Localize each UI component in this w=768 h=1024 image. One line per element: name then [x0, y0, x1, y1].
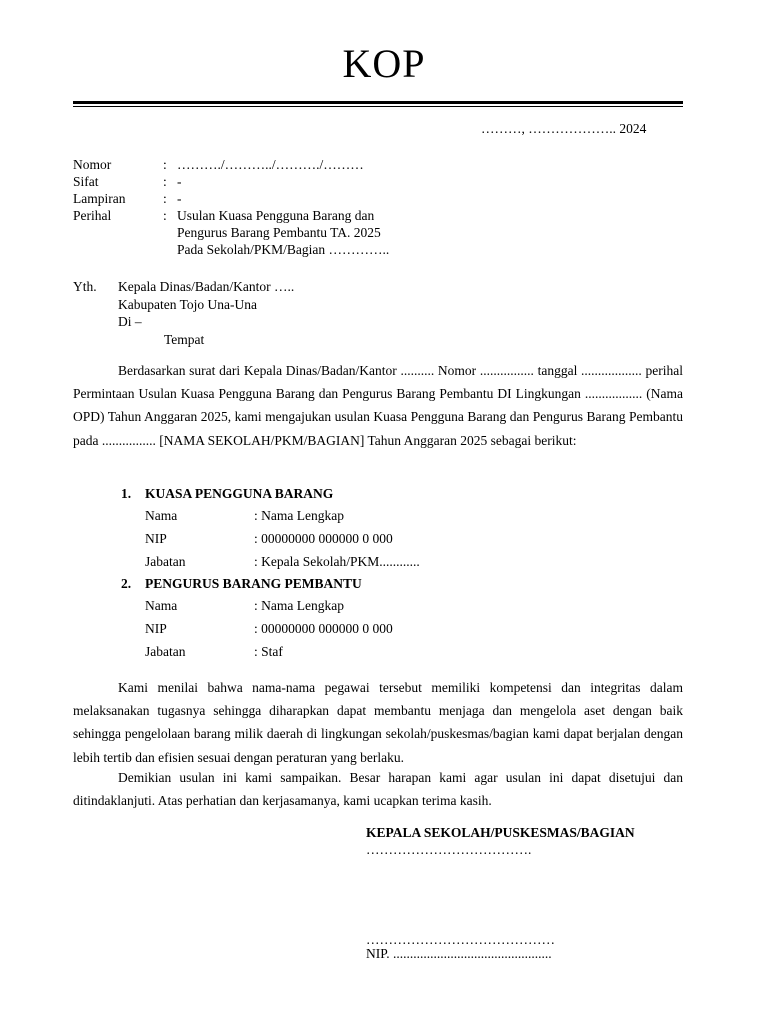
- field-value: : Staf: [254, 644, 283, 659]
- field-key: Nama: [145, 598, 178, 613]
- recipient-place: Tempat: [164, 331, 205, 347]
- meta-value: Usulan Kuasa Pengguna Barang dan: [177, 208, 375, 223]
- field-row: [73, 508, 683, 531]
- recipient-line: Kepala Dinas/Badan/Kantor …..: [118, 279, 295, 294]
- meta-value: -: [177, 191, 182, 206]
- section-title: [73, 486, 683, 508]
- field-key: NIP: [145, 531, 167, 546]
- field-row: [73, 644, 683, 667]
- field-key: NIP: [145, 621, 167, 636]
- field-value: : 00000000 000000 0 000: [254, 531, 393, 546]
- field-key: Jabatan: [145, 644, 186, 659]
- section-number: 1.: [121, 486, 132, 501]
- meta-value: -: [177, 174, 182, 189]
- letterhead-kop: KOP: [342, 41, 426, 86]
- body-paragraph-3: Demikian usulan ini kami sampaikan. Besar harapan kami agar usulan ini dapat disetujui dan ditindaklanjuti. Atas perhatian dan kerjasamanya, kami ucapkan terima kasih.: [73, 770, 683, 809]
- perihal-continuation: Pada Sekolah/PKM/Bagian …………..: [177, 242, 390, 257]
- recipient-line: Kabupaten Tojo Una-Una: [118, 296, 258, 312]
- meta-key: Nomor: [73, 157, 112, 172]
- meta-key: Sifat: [73, 174, 99, 189]
- signature-dots-top: ……………………………….: [366, 842, 532, 857]
- section-title-text: PENGURUS BARANG PEMBANTU: [145, 576, 362, 591]
- field-value: : Nama Lengkap: [254, 508, 344, 523]
- signature-name-dots: ……………………………………: [366, 932, 555, 947]
- section-title-text: KUASA PENGGUNA BARANG: [145, 486, 334, 501]
- field-row: [73, 531, 683, 554]
- field-value: : 00000000 000000 0 000: [254, 621, 393, 636]
- section-title: [73, 576, 683, 598]
- field-value: : Nama Lengkap: [254, 598, 344, 613]
- letterhead-rule-thick: [73, 101, 683, 104]
- body-paragraph-1: Berdasarkan surat dari Kepala Dinas/Badan/Kantor .......... Nomor ................ tanggal .................. perihal Permintaan Usulan Kuasa Pengguna Barang dan Pengurus Barang Pembantu DI Lingkungan ................. (Nama OPD) Tahun Anggaran 2025, kami mengajukan usulan Kuasa Pengguna Barang dan Pengurus Barang Pembantu pada ................ [NAMA SEKOLAH/PKM/BAGIAN] Tahun Anggaran 2025 sebagai berikut:: [73, 363, 683, 448]
- meta-sep: :: [163, 174, 167, 189]
- section-pengurus-barang-pembantu: [73, 576, 683, 667]
- field-row: [73, 598, 683, 621]
- recipient-line: Di –: [118, 314, 142, 329]
- meta-key: Perihal: [73, 208, 112, 223]
- section-kuasa-pengguna-barang: [73, 486, 683, 577]
- field-row: [73, 554, 683, 577]
- field-value: : Kepala Sekolah/PKM............: [254, 554, 420, 569]
- meta-sep: :: [163, 157, 167, 172]
- signature-title: KEPALA SEKOLAH/PUSKESMAS/BAGIAN: [366, 825, 635, 840]
- date-line: ………, ……………….. 2024: [481, 121, 647, 136]
- signature-nip: NIP. ...............................................: [366, 946, 552, 961]
- section-number: 2.: [121, 576, 132, 591]
- body-paragraph-2: Kami menilai bahwa nama-nama pegawai tersebut memiliki kompetensi dan integritas dalam melaksanakan tugasnya sehingga diharapkan dapat membantu menjaga dan mengelola aset dengan baik sehingga pengelolaan barang milik daerah di lingkungan sekolah/puskesmas/bagian kami dapat berjalan dengan lebih tertib dan efisien sesuai dengan peraturan yang berlaku.: [73, 680, 683, 765]
- recipient-label: Yth.: [73, 279, 97, 294]
- letterhead-rule-thin: [73, 106, 683, 107]
- meta-sep: :: [163, 208, 167, 223]
- meta-value: ………./………../………./………: [177, 157, 364, 172]
- perihal-continuation: Pengurus Barang Pembantu TA. 2025: [177, 225, 381, 240]
- field-key: Jabatan: [145, 554, 186, 569]
- meta-key: Lampiran: [73, 191, 126, 206]
- meta-sep: :: [163, 191, 167, 206]
- field-key: Nama: [145, 508, 178, 523]
- field-row: [73, 621, 683, 644]
